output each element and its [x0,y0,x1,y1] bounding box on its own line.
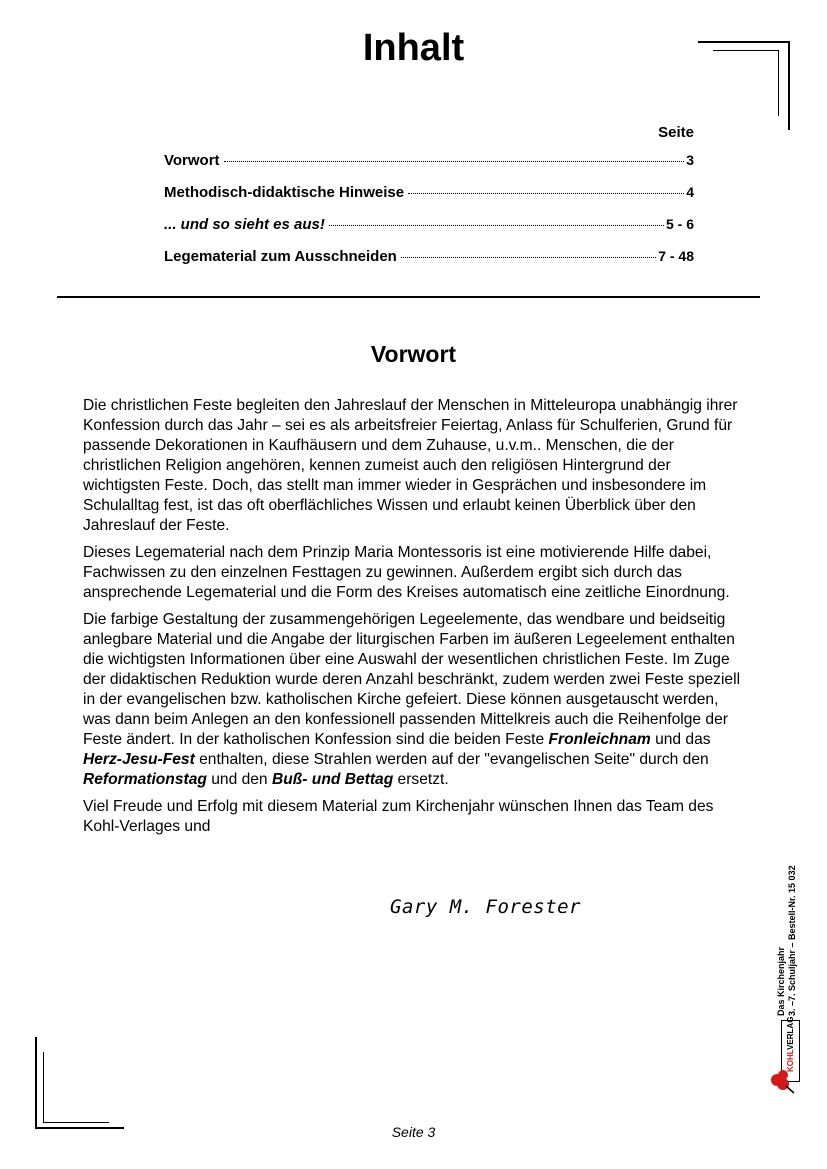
page-title: Inhalt [362,27,465,69]
page-number: Seite 3 [391,1124,436,1140]
toc-entry-page: 4 [686,184,694,200]
toc-page-header: Seite [658,124,694,141]
paragraph-text: und das [650,731,711,748]
toc-entry-label: Legematerial zum Ausschneiden [164,248,397,265]
paragraph-text: und den [206,771,272,788]
section-divider [57,296,760,298]
toc-entry-page: 7 - 48 [658,248,694,264]
paragraph: Die christlichen Feste begleiten den Jahreslauf der Menschen in Mitteleuropa unabhängig ihrer Konfession durch das Jahr – sei es als arbeitsfreier Feiertag, Anlass für Schulferien, Grund für passende Dekorationen in Kaufhäusern und dem Zuhause, u.v.m.. Menschen, die der christlichen Religion angehören, kennen zumeist auch den religiösen Hintergrund der wichtigsten Feste. Doch, das stellt man immer wieder in Gesprächen und insbesondere im Schulalltag fest, ist das oft oberflächliches Wissen und erlaubt keinen Überblick über den Jahreslauf der Feste. [83,397,738,534]
side-publication-info [776,865,798,1016]
logo-part-kohl: KOHL [786,1049,795,1072]
signature: Gary M. Forester [390,896,582,918]
side-info-title: Das Kirchenjahr [776,946,786,1016]
toc-leader-dots [224,160,685,162]
toc-entry-label: Methodisch-didaktische Hinweise [164,184,405,201]
emphasis-herz-jesu-fest: Herz-Jesu-Fest [83,751,195,768]
toc-entry-page: 3 [686,152,694,168]
paragraph: Viel Freude und Erfolg mit diesem Material zum Kirchenjahr wünschen Ihnen das Team des Kohl-Verlages und [83,798,714,835]
toc-entry[interactable] [164,144,694,176]
toc-entry-label: ... und so sieht es aus! [164,216,325,233]
publisher-logo-text [786,1017,795,1072]
toc-leader-dots [401,256,656,258]
publisher-logo-icon [768,1066,798,1096]
toc-entry[interactable] [164,240,694,272]
logo-part-verlag: VERLAG [786,1016,795,1050]
preface-text [83,396,749,844]
toc-entry-label: Vorwort [164,152,220,169]
emphasis-fronleichnam: Fronleichnam [548,731,651,748]
paragraph-text: enthalten, diese Strahlen werden auf der "evangelischen Seite" durch den [194,751,709,768]
toc-leader-dots [329,224,664,226]
toc-entry-page: 5 - 6 [665,216,694,232]
emphasis-reformationstag: Reformationstag [83,771,207,788]
table-of-contents [164,122,694,272]
section-title: Vorwort [370,341,457,367]
toc-leader-dots [408,192,684,194]
paragraph: Dieses Legematerial nach dem Prinzip Maria Montessoris ist eine motivierende Hilfe dabei, Fachwissen zu den einzelnen Festtagen zu gewinnen. Außerdem ergibt sich durch das ansprechende Legematerial und die Form des Kreises automatisch eine zeitliche Einordnung. [83,544,730,601]
side-info-details: 3. –7. Schuljahr – Bestell-Nr. 15 032 [787,865,797,1016]
toc-entry[interactable] [164,176,694,208]
toc-entry[interactable] [164,208,694,240]
paragraph-text: ersetzt. [393,771,449,788]
paragraph [83,610,749,790]
paragraph-text: Die farbige Gestaltung der zusammengehörigen Legeelemente, das wendbare und beidseitig anlegbare Material und die Angabe der liturgischen Farben im äußeren Legeelement enthalten die wichtigsten Informationen über eine Auswahl der wesentlichen christlichen Feste. Im Zuge der didaktischen Reduktion wurde deren Anzahl beschränkt, zudem werden zwei Feste speziell in der evangelischen bzw. katholischen Kirche gefeiert. Diese können ausgetauscht werden, was dann beim Anlegen an den konfessionell passenden Mittelkreis auch die Reihenfolge der Feste ändert. In der katholischen Konfession sind die beiden Feste [83,611,741,748]
emphasis-buss-und-bettag: Buß- und Bettag [271,771,394,788]
